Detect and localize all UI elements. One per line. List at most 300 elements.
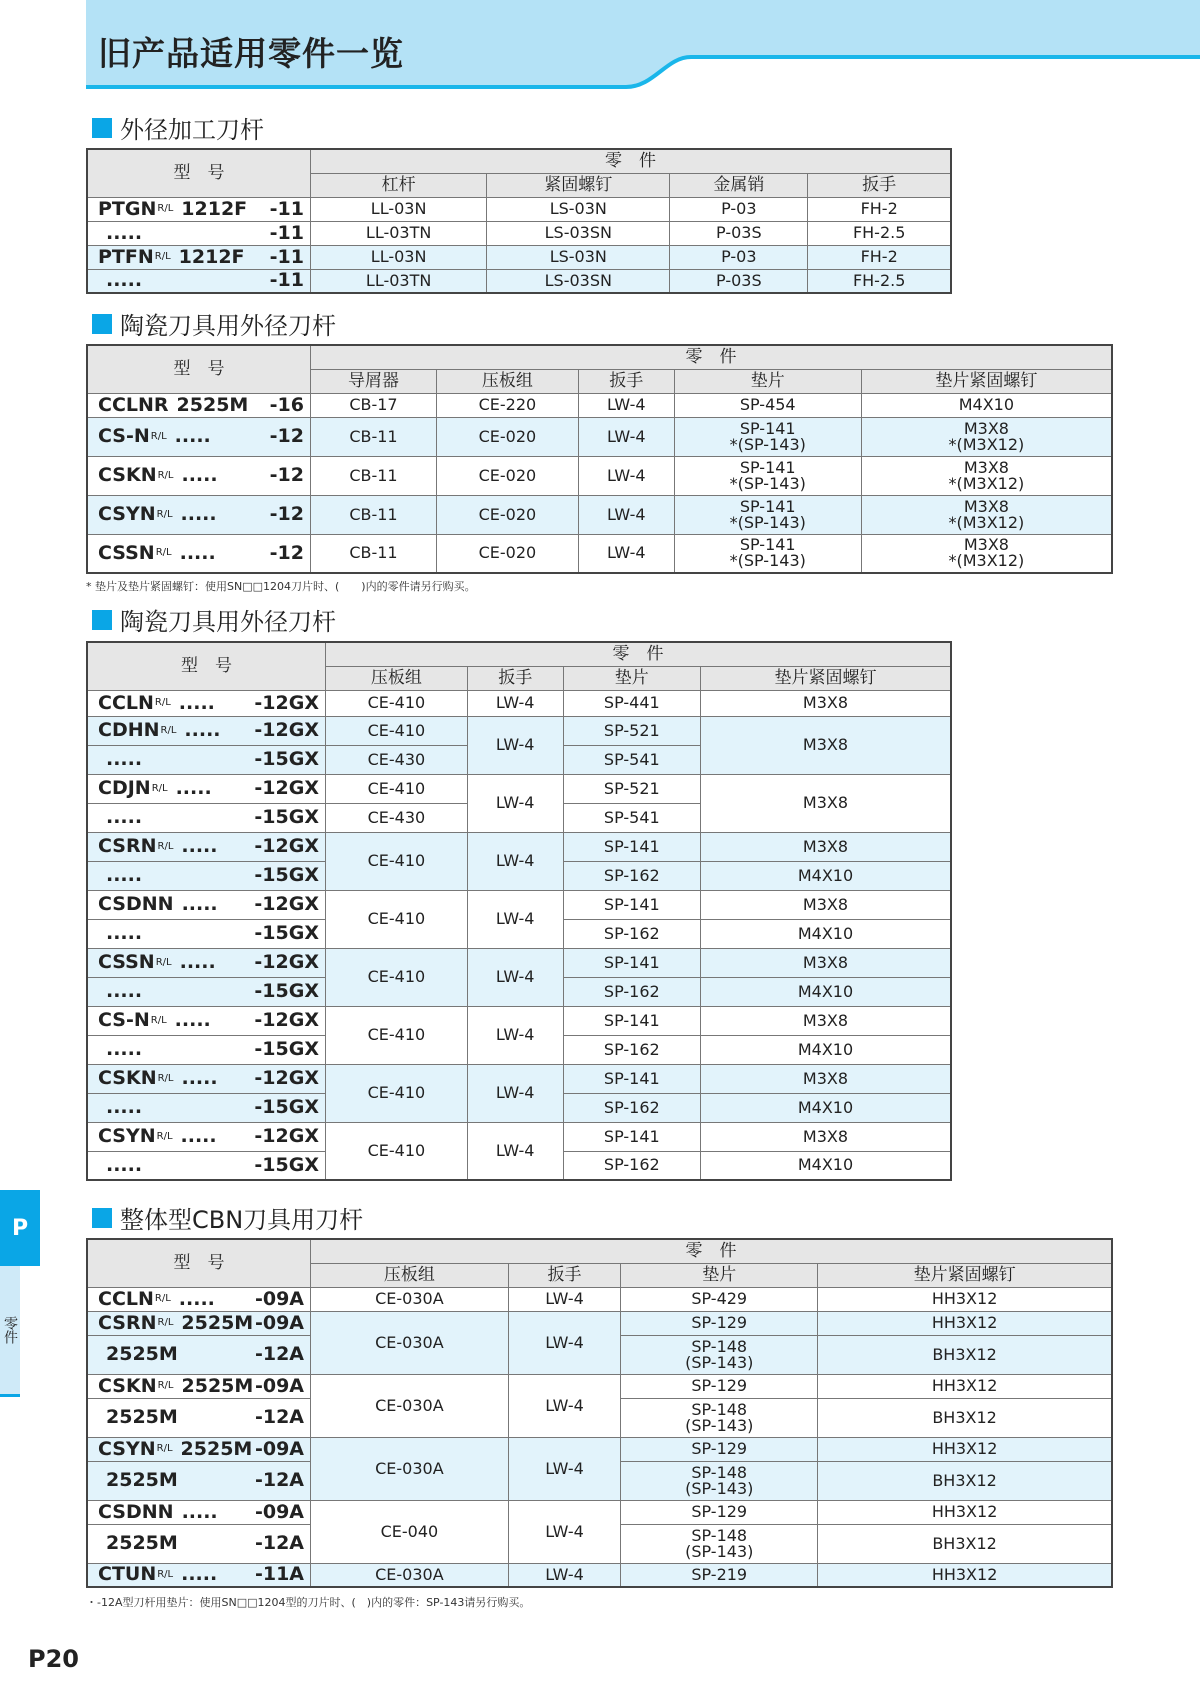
model-series: PTFN xyxy=(98,245,154,268)
part-cell: LS-03SN xyxy=(487,221,670,245)
model-size: ..... xyxy=(106,1038,143,1060)
table-row xyxy=(87,1437,1112,1461)
model-series: CSSN xyxy=(98,951,155,973)
model-series: CSYN xyxy=(98,503,156,525)
model-code xyxy=(98,427,310,446)
rl-hand-marker: R/L xyxy=(157,1072,174,1084)
wrench-cell: LW-4 xyxy=(467,832,563,890)
model-series: CSDNN xyxy=(98,1500,174,1523)
part-cell: LS-03N xyxy=(487,245,670,269)
part-cell: LW-4 xyxy=(578,456,674,495)
clamp-cell: CE-410 xyxy=(326,690,468,716)
table-row xyxy=(87,948,951,977)
column-header: 压板组 xyxy=(326,666,468,690)
model-size: ..... xyxy=(106,922,143,944)
screw-cell: HH3X12 xyxy=(818,1311,1112,1335)
table-row xyxy=(87,221,951,245)
shim-cell: SP-441 xyxy=(563,690,700,716)
rl-hand-marker: R/L xyxy=(156,508,173,520)
page-title: 旧产品适用零件一览 xyxy=(98,34,404,73)
wrench-cell: LW-4 xyxy=(467,948,563,1006)
table-row xyxy=(87,456,1112,495)
shim-cell: SP-129 xyxy=(621,1311,818,1335)
model-size: ..... xyxy=(181,1500,218,1523)
model-size: ..... xyxy=(178,691,215,714)
model-series: CCLN xyxy=(98,1287,154,1310)
parts-table-3 xyxy=(86,641,952,1181)
model-suffix: -16 xyxy=(269,393,304,416)
column-header: 扳手 xyxy=(578,369,674,393)
model-suffix: -15GX xyxy=(254,1096,319,1118)
parts-header: 零 件 xyxy=(311,1239,1113,1263)
model-suffix: -12 xyxy=(269,425,304,447)
model-size: 2525M xyxy=(176,393,249,416)
model-suffix: -12A xyxy=(254,1406,304,1428)
shim-cell: SP-162 xyxy=(563,919,700,948)
model-header: 型 号 xyxy=(87,642,326,690)
clamp-cell: CE-410 xyxy=(326,832,468,890)
shim-cell: SP-148 (SP-143) xyxy=(621,1335,818,1374)
screw-cell: M4X10 xyxy=(700,919,951,948)
model-series: CSYN xyxy=(98,1437,156,1460)
model-code xyxy=(98,750,325,769)
model-suffix: -12GX xyxy=(254,951,319,973)
model-size: ..... xyxy=(106,980,143,1002)
rl-hand-marker: R/L xyxy=(156,1443,173,1454)
shim-cell: SP-141 xyxy=(563,948,700,977)
part-cell: FH-2 xyxy=(808,197,951,221)
part-cell: SP-141 *(SP-143) xyxy=(674,495,861,534)
footnote-table-4: ・-12A型刀杆用垫片：使用SN□□1204型的刀片时、( )内的零件：SP-143请另行购买。 xyxy=(86,1596,531,1609)
model-suffix: -12GX xyxy=(254,1067,319,1089)
model-series: PTGN xyxy=(98,197,157,220)
model-size: ..... xyxy=(179,541,216,564)
model-series: CSKN xyxy=(98,1067,157,1089)
model-code xyxy=(98,808,325,827)
wrench-cell: LW-4 xyxy=(508,1287,621,1311)
model-suffix: -15GX xyxy=(254,1153,319,1176)
screw-cell: M4X10 xyxy=(700,1093,951,1122)
rl-hand-marker: R/L xyxy=(160,724,177,736)
part-cell: LL-03TN xyxy=(311,221,487,245)
part-cell: LS-03SN xyxy=(487,269,670,293)
wrench-cell: LW-4 xyxy=(467,890,563,948)
model-suffix: -15GX xyxy=(254,922,319,944)
model-header: 型 号 xyxy=(87,345,311,393)
model-size: 2525M xyxy=(106,1406,178,1428)
column-header: 垫片紧固螺钉 xyxy=(818,1263,1112,1287)
table-row xyxy=(87,1287,1112,1311)
section-title-3 xyxy=(92,602,336,637)
model-suffix: -11A xyxy=(254,1563,304,1586)
table-row xyxy=(87,393,1112,417)
part-cell: P-03S xyxy=(670,221,808,245)
table-row xyxy=(87,495,1112,534)
rl-hand-marker: R/L xyxy=(154,251,171,262)
section-title-text: 陶瓷刀具用外径刀杆 xyxy=(120,312,336,340)
section-title-text: 整体型CBN刀具用刀杆 xyxy=(120,1206,364,1234)
table-row xyxy=(87,534,1112,573)
model-size: ..... xyxy=(178,1287,215,1310)
shim-cell: SP-162 xyxy=(563,861,700,890)
model-suffix: -12A xyxy=(254,1532,304,1554)
model-size: 2525M xyxy=(180,1437,253,1460)
model-suffix: -09A xyxy=(254,1500,304,1523)
column-header: 扳手 xyxy=(808,173,951,197)
model-series: CSKN xyxy=(98,1374,157,1397)
model-series: CSKN xyxy=(98,464,157,486)
part-cell: CE-020 xyxy=(436,534,578,573)
part-cell: LL-03TN xyxy=(311,269,487,293)
section-title-1 xyxy=(92,110,264,145)
table-row xyxy=(87,417,1112,456)
rl-hand-marker: R/L xyxy=(157,1568,174,1580)
model-suffix: -12A xyxy=(254,1343,304,1365)
screw-cell: M3X8 xyxy=(700,716,951,774)
column-header: 金属销 xyxy=(670,173,808,197)
rl-hand-marker: R/L xyxy=(157,469,174,481)
model-suffix: -12GX xyxy=(254,691,319,714)
clamp-cell: CE-410 xyxy=(326,774,468,803)
model-size: ..... xyxy=(180,503,217,525)
model-size: ..... xyxy=(106,1153,143,1176)
shim-cell: SP-162 xyxy=(563,1151,700,1180)
wrench-cell: LW-4 xyxy=(467,774,563,832)
table-row xyxy=(87,269,951,293)
column-header: 紧固螺钉 xyxy=(487,173,670,197)
part-cell: LS-03N xyxy=(487,197,670,221)
model-suffix: -15GX xyxy=(254,806,319,828)
wrench-cell: LW-4 xyxy=(467,1064,563,1122)
page-number: P20 xyxy=(28,1645,79,1673)
model-code xyxy=(98,1098,325,1117)
model-code xyxy=(98,1287,310,1310)
clamp-cell: CE-430 xyxy=(326,803,468,832)
part-cell: FH-2 xyxy=(808,245,951,269)
part-cell: LW-4 xyxy=(578,393,674,417)
screw-cell: M3X8 xyxy=(700,948,951,977)
rl-hand-marker: R/L xyxy=(154,697,171,708)
clamp-cell: CE-030A xyxy=(311,1374,509,1437)
square-bullet-icon xyxy=(92,118,112,138)
parts-table-2 xyxy=(86,344,1113,574)
table-row xyxy=(87,245,951,269)
model-suffix: -11 xyxy=(269,245,304,268)
model-size: 2525M xyxy=(106,1469,178,1491)
model-series: CSDNN xyxy=(98,893,174,915)
rl-hand-marker: R/L xyxy=(155,547,172,559)
part-cell: M4X10 xyxy=(861,393,1112,417)
screw-cell: BH3X12 xyxy=(818,1524,1112,1563)
part-cell: CB-11 xyxy=(311,456,437,495)
model-suffix: -15GX xyxy=(254,1038,319,1060)
model-series: CSRN xyxy=(98,835,157,857)
section-title-4 xyxy=(92,1200,363,1235)
shim-cell: SP-141 xyxy=(563,1122,700,1151)
model-suffix: -12GX xyxy=(254,1009,319,1031)
model-code xyxy=(98,721,325,740)
model-code xyxy=(98,245,310,268)
square-bullet-icon xyxy=(92,610,112,630)
model-code xyxy=(98,1040,325,1059)
table-row xyxy=(87,890,951,919)
model-code xyxy=(98,1534,310,1553)
model-code xyxy=(98,837,325,856)
wrench-cell: LW-4 xyxy=(467,1006,563,1064)
shim-cell: SP-162 xyxy=(563,1093,700,1122)
model-size: 1212F xyxy=(181,197,248,220)
model-suffix: -15GX xyxy=(254,864,319,886)
model-code xyxy=(98,982,325,1001)
model-size: ..... xyxy=(106,748,143,770)
model-suffix: -12 xyxy=(269,464,304,486)
column-header: 垫片 xyxy=(621,1263,818,1287)
model-suffix: -12A xyxy=(254,1469,304,1491)
model-suffix: -09A xyxy=(254,1287,304,1310)
model-code xyxy=(98,1374,310,1397)
model-series: CSYN xyxy=(98,1125,156,1147)
rl-hand-marker: R/L xyxy=(157,203,174,214)
parts-table-1 xyxy=(86,148,952,294)
screw-cell: HH3X12 xyxy=(818,1500,1112,1524)
part-cell: FH-2.5 xyxy=(808,221,951,245)
model-code xyxy=(98,1500,310,1523)
square-bullet-icon xyxy=(92,1208,112,1228)
model-suffix: -12GX xyxy=(254,1125,319,1147)
model-code xyxy=(98,1127,325,1146)
part-cell: LL-03N xyxy=(311,245,487,269)
wrench-cell: LW-4 xyxy=(508,1374,621,1437)
screw-cell: M4X10 xyxy=(700,1035,951,1064)
column-header: 垫片 xyxy=(563,666,700,690)
rl-hand-marker: R/L xyxy=(157,1317,174,1328)
model-code xyxy=(98,1153,325,1176)
clamp-cell: CE-410 xyxy=(326,1122,468,1180)
shim-cell: SP-148 (SP-143) xyxy=(621,1398,818,1437)
table-row xyxy=(87,1311,1112,1335)
table-row xyxy=(87,690,951,716)
model-size: 1212F xyxy=(178,245,245,268)
rl-hand-marker: R/L xyxy=(155,956,172,968)
model-size: ..... xyxy=(184,719,221,741)
model-suffix: -09A xyxy=(254,1374,304,1397)
model-size: ..... xyxy=(181,835,218,857)
model-size: ..... xyxy=(181,893,218,915)
model-size: 2525M xyxy=(106,1532,178,1554)
clamp-cell: CE-030A xyxy=(311,1287,509,1311)
screw-cell: M3X8 xyxy=(700,890,951,919)
column-header: 垫片紧固螺钉 xyxy=(861,369,1112,393)
rl-hand-marker: R/L xyxy=(151,782,168,794)
wrench-cell: LW-4 xyxy=(467,690,563,716)
model-size: ..... xyxy=(181,1067,218,1089)
side-tab-label: 零件 xyxy=(0,1266,20,1397)
model-suffix: -11 xyxy=(269,197,304,220)
screw-cell: BH3X12 xyxy=(818,1398,1112,1437)
model-code xyxy=(98,1011,325,1030)
model-code xyxy=(98,1311,310,1334)
model-size: ..... xyxy=(106,806,143,828)
table-row xyxy=(87,716,951,745)
model-series: CCLNR xyxy=(98,393,169,416)
column-header: 压板组 xyxy=(311,1263,509,1287)
screw-cell: HH3X12 xyxy=(818,1437,1112,1461)
part-cell: LL-03N xyxy=(311,197,487,221)
model-code xyxy=(98,197,310,220)
model-header: 型 号 xyxy=(87,149,311,197)
footnote-table-2: * 垫片及垫片紧固螺钉：使用SN□□1204刀片时、( )内的零件请另行购买。 xyxy=(86,580,476,593)
clamp-cell: CE-410 xyxy=(326,1006,468,1064)
shim-cell: SP-162 xyxy=(563,977,700,1006)
model-suffix: -12 xyxy=(269,541,304,564)
part-cell: M3X8 *(M3X12) xyxy=(861,456,1112,495)
model-code xyxy=(98,866,325,885)
clamp-cell: CE-030A xyxy=(311,1563,509,1587)
model-size: ..... xyxy=(181,464,218,486)
shim-cell: SP-541 xyxy=(563,745,700,774)
part-cell: SP-141 *(SP-143) xyxy=(674,534,861,573)
screw-cell: BH3X12 xyxy=(818,1335,1112,1374)
parts-header: 零 件 xyxy=(311,345,1113,369)
part-cell: P-03 xyxy=(670,197,808,221)
model-code xyxy=(98,505,310,524)
shim-cell: SP-141 xyxy=(563,832,700,861)
side-tab[interactable] xyxy=(0,1190,40,1397)
model-code xyxy=(98,271,310,290)
screw-cell: M4X10 xyxy=(700,977,951,1006)
part-cell: CB-11 xyxy=(311,417,437,456)
shim-cell: SP-541 xyxy=(563,803,700,832)
model-size: 2525M xyxy=(181,1311,254,1334)
shim-cell: SP-141 xyxy=(563,1064,700,1093)
screw-cell: HH3X12 xyxy=(818,1374,1112,1398)
model-suffix: -11 xyxy=(269,221,304,244)
model-series: CDJN xyxy=(98,777,151,799)
screw-cell: M4X10 xyxy=(700,861,951,890)
clamp-cell: CE-030A xyxy=(311,1311,509,1374)
screw-cell: M3X8 xyxy=(700,1006,951,1035)
part-cell: M3X8 *(M3X12) xyxy=(861,495,1112,534)
screw-cell: M3X8 xyxy=(700,832,951,861)
shim-cell: SP-141 xyxy=(563,1006,700,1035)
column-header: 导屑器 xyxy=(311,369,437,393)
square-bullet-icon xyxy=(92,314,112,334)
model-size: ..... xyxy=(175,777,212,799)
model-suffix: -12 xyxy=(269,503,304,525)
part-cell: CE-020 xyxy=(436,417,578,456)
model-suffix: -15GX xyxy=(254,748,319,770)
rl-hand-marker: R/L xyxy=(154,1293,171,1304)
section-title-2 xyxy=(92,306,336,341)
model-size: ..... xyxy=(106,864,143,886)
screw-cell: M3X8 xyxy=(700,690,951,716)
part-cell: LW-4 xyxy=(578,495,674,534)
clamp-cell: CE-410 xyxy=(326,890,468,948)
wrench-cell: LW-4 xyxy=(508,1563,621,1587)
model-code xyxy=(98,1565,310,1584)
model-size: ..... xyxy=(179,951,216,973)
screw-cell: M3X8 xyxy=(700,1122,951,1151)
rl-hand-marker: R/L xyxy=(157,1380,174,1391)
model-series: CTUN xyxy=(98,1563,157,1586)
table-row xyxy=(87,197,951,221)
column-header: 扳手 xyxy=(467,666,563,690)
clamp-cell: CE-410 xyxy=(326,948,468,1006)
column-header: 杠杆 xyxy=(311,173,487,197)
column-header: 扳手 xyxy=(508,1263,621,1287)
clamp-cell: CE-430 xyxy=(326,745,468,774)
model-size: ..... xyxy=(181,1563,218,1586)
part-cell: CE-020 xyxy=(436,456,578,495)
shim-cell: SP-148 (SP-143) xyxy=(621,1524,818,1563)
model-code xyxy=(98,1471,310,1490)
column-header: 压板组 xyxy=(436,369,578,393)
part-cell: CB-17 xyxy=(311,393,437,417)
model-code xyxy=(98,221,310,244)
table-row xyxy=(87,1374,1112,1398)
model-code xyxy=(98,895,325,914)
section-title-text: 外径加工刀杆 xyxy=(120,116,264,144)
wrench-cell: LW-4 xyxy=(467,1122,563,1180)
clamp-cell: CE-040 xyxy=(311,1500,509,1563)
part-cell: SP-141 *(SP-143) xyxy=(674,417,861,456)
wrench-cell: LW-4 xyxy=(508,1437,621,1500)
model-size: 2525M xyxy=(106,1343,178,1365)
model-code xyxy=(98,953,325,972)
model-size: 2525M xyxy=(181,1374,254,1397)
shim-cell: SP-129 xyxy=(621,1500,818,1524)
model-code xyxy=(98,691,325,714)
shim-cell: SP-219 xyxy=(621,1563,818,1587)
part-cell: P-03 xyxy=(670,245,808,269)
table-row xyxy=(87,1006,951,1035)
model-size: ..... xyxy=(174,1009,211,1031)
rl-hand-marker: R/L xyxy=(157,840,174,852)
table-row xyxy=(87,1122,951,1151)
part-cell: LW-4 xyxy=(578,534,674,573)
model-code xyxy=(98,1437,310,1460)
side-tab-letter: P xyxy=(0,1190,40,1266)
wrench-cell: LW-4 xyxy=(508,1311,621,1374)
rl-hand-marker: R/L xyxy=(150,1014,167,1026)
model-suffix: -09A xyxy=(254,1311,304,1334)
parts-header: 零 件 xyxy=(326,642,952,666)
model-code xyxy=(98,1408,310,1427)
model-suffix: -11 xyxy=(269,269,304,292)
shim-cell: SP-129 xyxy=(621,1437,818,1461)
rl-hand-marker: R/L xyxy=(150,430,167,442)
column-header: 垫片 xyxy=(674,369,861,393)
screw-cell: HH3X12 xyxy=(818,1563,1112,1587)
model-code xyxy=(98,779,325,798)
model-series: CS-N xyxy=(98,1009,150,1031)
model-series: CS-N xyxy=(98,425,150,447)
parts-table-4 xyxy=(86,1238,1113,1588)
part-cell: FH-2.5 xyxy=(808,269,951,293)
wrench-cell: LW-4 xyxy=(508,1500,621,1563)
table-row xyxy=(87,774,951,803)
part-cell: CE-220 xyxy=(436,393,578,417)
model-suffix: -15GX xyxy=(254,980,319,1002)
model-series: CSRN xyxy=(98,1311,157,1334)
model-size: ..... xyxy=(106,269,143,292)
model-series: CSSN xyxy=(98,541,155,564)
shim-cell: SP-521 xyxy=(563,774,700,803)
rl-hand-marker: R/L xyxy=(156,1130,173,1142)
model-series: CCLN xyxy=(98,691,154,714)
model-suffix: -12GX xyxy=(254,719,319,741)
model-size: ..... xyxy=(180,1125,217,1147)
